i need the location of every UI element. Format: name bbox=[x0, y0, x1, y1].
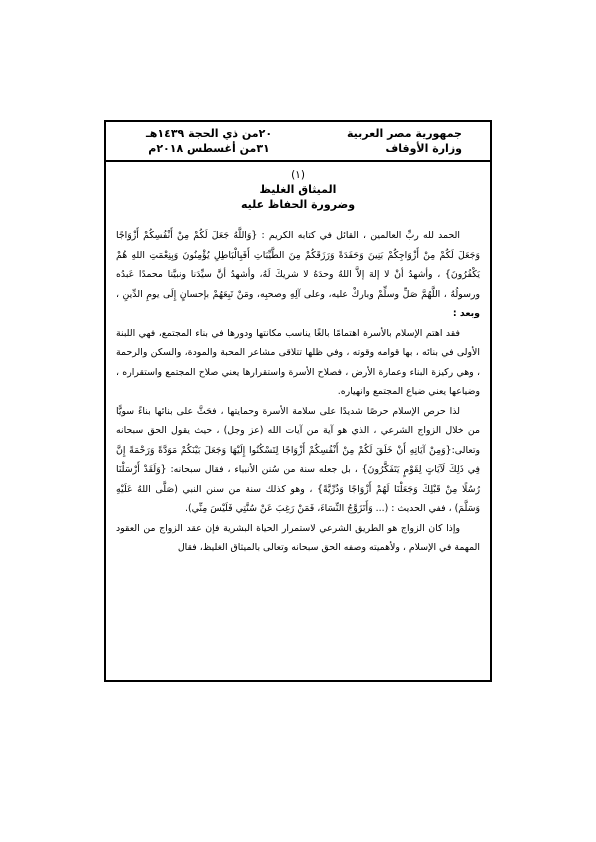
article-title: الميثاق الغليظ bbox=[259, 183, 337, 196]
paragraph-family: فقد اهتم الإسلام بالأسرة اهتمامًا بالغًا يناسب مكانتها ودورها في بناء المجتمع، فهي اللبنة الأولى في بنائه ، بها قوامه وقوته ، وفي ظلها تتلاقى مشاعر المحبة والمودة، والسكن والرحمة ، وهي ركيزة البناء وعمارة الأرض ، فصلاح الأسرة واستقرارها يعني صلاح المجتمع واستقراره ، وضياعها يعني ضياع المجتمع وانهياره. bbox=[116, 327, 480, 397]
paragraph-marriage: لذا حرص الإسلام حرصًا شديدًا على سلامة الأسرة وحمايتها ، فحَثَّ على بنائها بناءً سويًّا من خلال الزواج الشرعي ، الذي هو آية من آيات الله (عز وجل) ، حيث يقول الحق سبحانه وتعالى:{وَمِنْ آيَاتِهِ أَنْ خَلَقَ لَكُمْ مِنْ أَنْفُسِكُمْ أَزْوَاجًا لِتَسْكُنُوا إِلَيْهَا وَجَعَلَ بَيْنَكُمْ مَوَدَّةً وَرَحْمَةً إِنَّ فِي ذَلِكَ لَآيَاتٍ لِقَوْمٍ يَتَفَكَّرُونَ} ، بل جعله سنة من سُنن الأنبياء ، فقال سبحانه: {وَلَقَدْ أَرْسَلْنَا رُسُلًا مِنْ قَبْلِكَ وَجَعَلْنَا لَهُمْ أَزْوَاجًا وَذُرِّيَّةً} ، وهو كذلك سنة من سنن النبي (صَلَّى اللهُ عَلَيْهِ وَسَلَّمَ) ، ففي الحديث : (... وَأَتَزَوَّجُ النِّسَاءَ، فَمَنْ رَغِبَ عَنْ سُنَّتِي فَلَيْسَ مِنِّي). bbox=[116, 405, 480, 514]
intro-paragraph bbox=[116, 226, 480, 324]
ministry-name: وزارة الأوقاف bbox=[385, 142, 462, 155]
country-name: جمهورية مصر العربية bbox=[347, 127, 462, 140]
intro-text: الحمد لله ربِّ العالمين ، القائل في كتابه الكريم : {وَاللَّهُ جَعَلَ لَكُمْ مِنْ أَنْفُسِكُمْ أَزْوَاجًا وَجَعَلَ لَكُمْ مِنْ أَزْوَاجِكُمْ بَنِينَ وَحَفَدَةً وَرَزَقَكُمْ مِنَ الطَّيِّبَاتِ أَفَبِالْبَاطِلِ يُؤْمِنُونَ وَبِنِعْمَتِ اللهِ هُمْ يَكْفُرُونَ} ، وأشهدُ أنْ لا إلهَ إلاَّ اللهُ وحدَهُ لا شريكَ لَهُ، وأشهدُ أنَّ سيِّدَنا ونبيَّنا محمدًا عَبدُه ورسولُهُ ، اللَّهُمَّ صَلِّ وسلِّمْ وباركْ عليه، وعلى آلِهِ وصحبِه، ومَنْ تَبِعَهُمْ بإحسانٍ إِلَى يومِ الدِّينِ ، bbox=[116, 230, 480, 300]
date-block bbox=[146, 126, 272, 156]
hijri-date: ٢٠من ذي الحجة ١٤٣٩هـ bbox=[146, 127, 273, 140]
page-frame bbox=[104, 120, 492, 682]
document-header bbox=[106, 122, 490, 162]
article-body bbox=[106, 162, 490, 558]
article-subtitle: وضرورة الحفاظ عليه bbox=[240, 198, 356, 211]
intro-tail: وبعد : bbox=[452, 308, 480, 319]
paragraph-covenant: وإذا كان الزواج هو الطريق الشرعي لاستمرار الحياة البشرية فإن عقد الزواج من العقود المهمة في الإسلام ، ولأهميته وصفه الحق سبحانه وتعالى بالميثاق الغليظ، فقال bbox=[116, 522, 480, 553]
gregorian-date: ٣١من أغسطس ٢٠١٨م bbox=[148, 142, 270, 155]
issuer-block bbox=[347, 126, 462, 156]
article-number: (١) bbox=[291, 169, 305, 181]
